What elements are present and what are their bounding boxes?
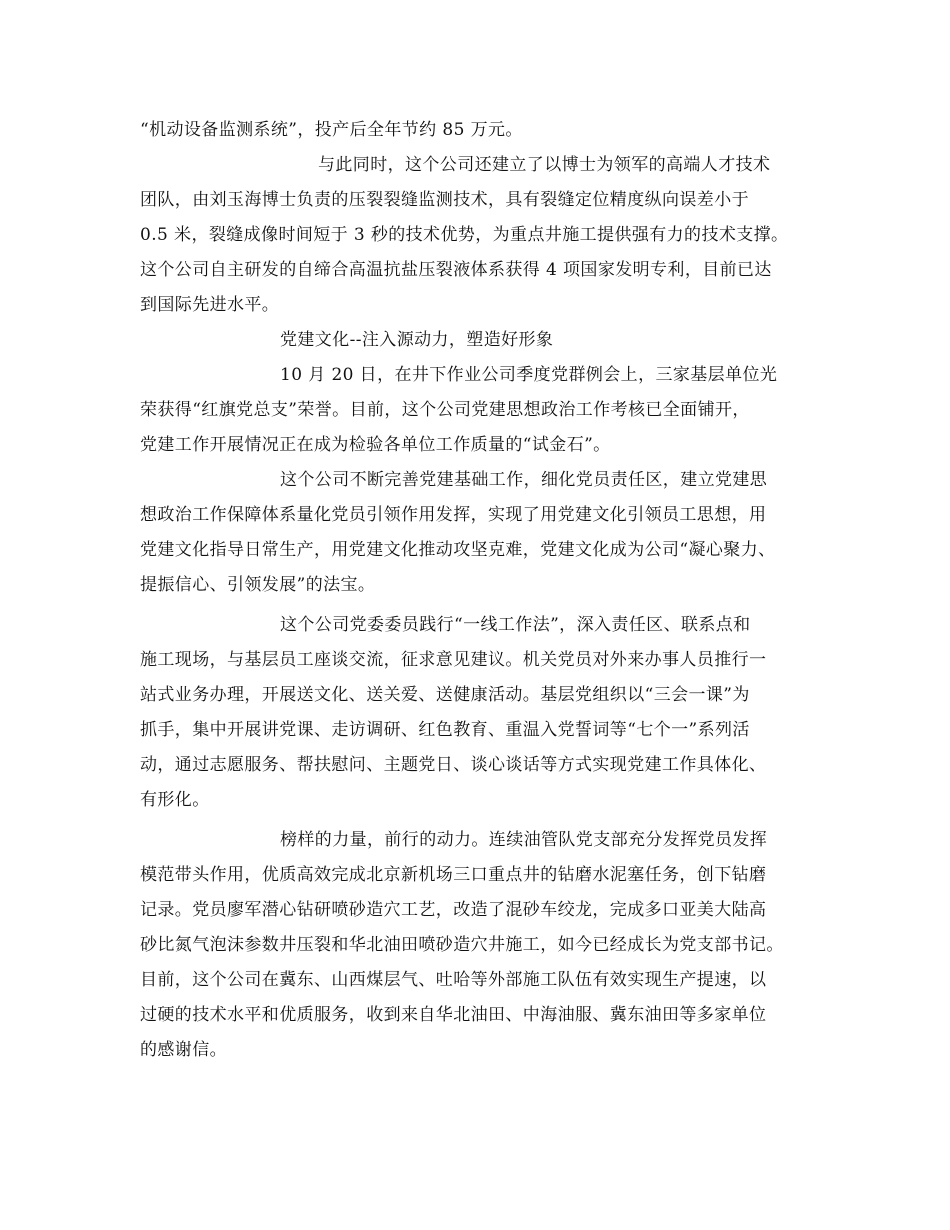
text-line: 到国际先进水平。	[140, 295, 280, 315]
text-line: 有形化。	[140, 790, 210, 810]
text-line: 提振信心、引领发展”的法宝。	[140, 575, 376, 595]
paragraph-first-line: 与此同时，这个公司还建立了以博士为领军的高端人才技术	[318, 155, 771, 175]
text-line: 动，通过志愿服务、帮扶慰问、主题党日、谈心谈话等方式实现党建工作具体化、	[140, 755, 767, 775]
text-line: 站式业务办理，开展送文化、送关爱、送健康活动。基层党组织以“三会一课”为	[140, 685, 750, 705]
paragraph-first-line: 这个公司党委委员践行“一线工作法”，深入责任区、联系点和	[280, 615, 751, 635]
text-line: 过硬的技术水平和优质服务，收到来自华北油田、中海油服、冀东油田等多家单位	[140, 1005, 767, 1025]
text-line: 党建文化指导日常生产，用党建文化推动攻坚克难，党建文化成为公司“凝心聚力、	[140, 540, 776, 560]
text-line: 目前，这个公司在冀东、山西煤层气、吐哈等外部施工队伍有效实现生产提速，以	[140, 970, 767, 990]
text-line: 荣获得“红旗党总支”荣誉。目前，这个公司党建思想政治工作考核已全面铺开，	[140, 400, 750, 420]
text-line: 砂比氮气泡沫参数井压裂和华北油田喷砂造穴井施工，如今已经成长为党支部书记。	[140, 935, 784, 955]
text-line: 团队，由刘玉海博士负责的压裂裂缝监测技术，具有裂缝定位精度纵向误差小于	[140, 190, 749, 210]
text-line: 这个公司自主研发的自缔合高温抗盐压裂液体系获得 4 项国家发明专利，目前已达	[140, 260, 772, 280]
text-line: 想政治工作保障体系量化党员引领作用发挥，实现了用党建文化引领员工思想，用	[140, 505, 767, 525]
text-line: 记录。党员廖军潜心钻研喷砂造穴工艺，改造了混砂车绞龙，完成多口亚美大陆高	[140, 900, 767, 920]
text-line: 施工现场，与基层员工座谈交流，征求意见建议。机关党员对外来办事人员推行一	[140, 650, 767, 670]
paragraph-first-line: 榜样的力量，前行的动力。连续油管队党支部充分发挥党员发挥	[280, 830, 768, 850]
text-line: 模范带头作用，优质高效完成北京新机场三口重点井的钻磨水泥塞任务，创下钻磨	[140, 865, 767, 885]
paragraph-first-line: 10 月 20 日，在井下作业公司季度党群例会上，三家基层单位光	[280, 365, 778, 385]
paragraph-first-line: 这个公司不断完善党建基础工作，细化党员责任区，建立党建思	[280, 470, 768, 490]
section-heading: 党建文化--注入源动力，塑造好形象	[280, 330, 554, 350]
text-line: 0.5 米，裂缝成像时间短于 3 秒的技术优势，为重点井施工提供强有力的技术支撑。	[140, 225, 789, 245]
text-line: “机动设备监测系统”，投产后全年节约 85 万元。	[140, 120, 523, 140]
text-line: 党建工作开展情况正在成为检验各单位工作质量的“试金石”。	[140, 435, 611, 455]
text-line: 抓手，集中开展讲党课、走访调研、红色教育、重温入党誓词等“七个一”系列活	[140, 720, 750, 740]
text-line: 的感谢信。	[140, 1040, 227, 1060]
